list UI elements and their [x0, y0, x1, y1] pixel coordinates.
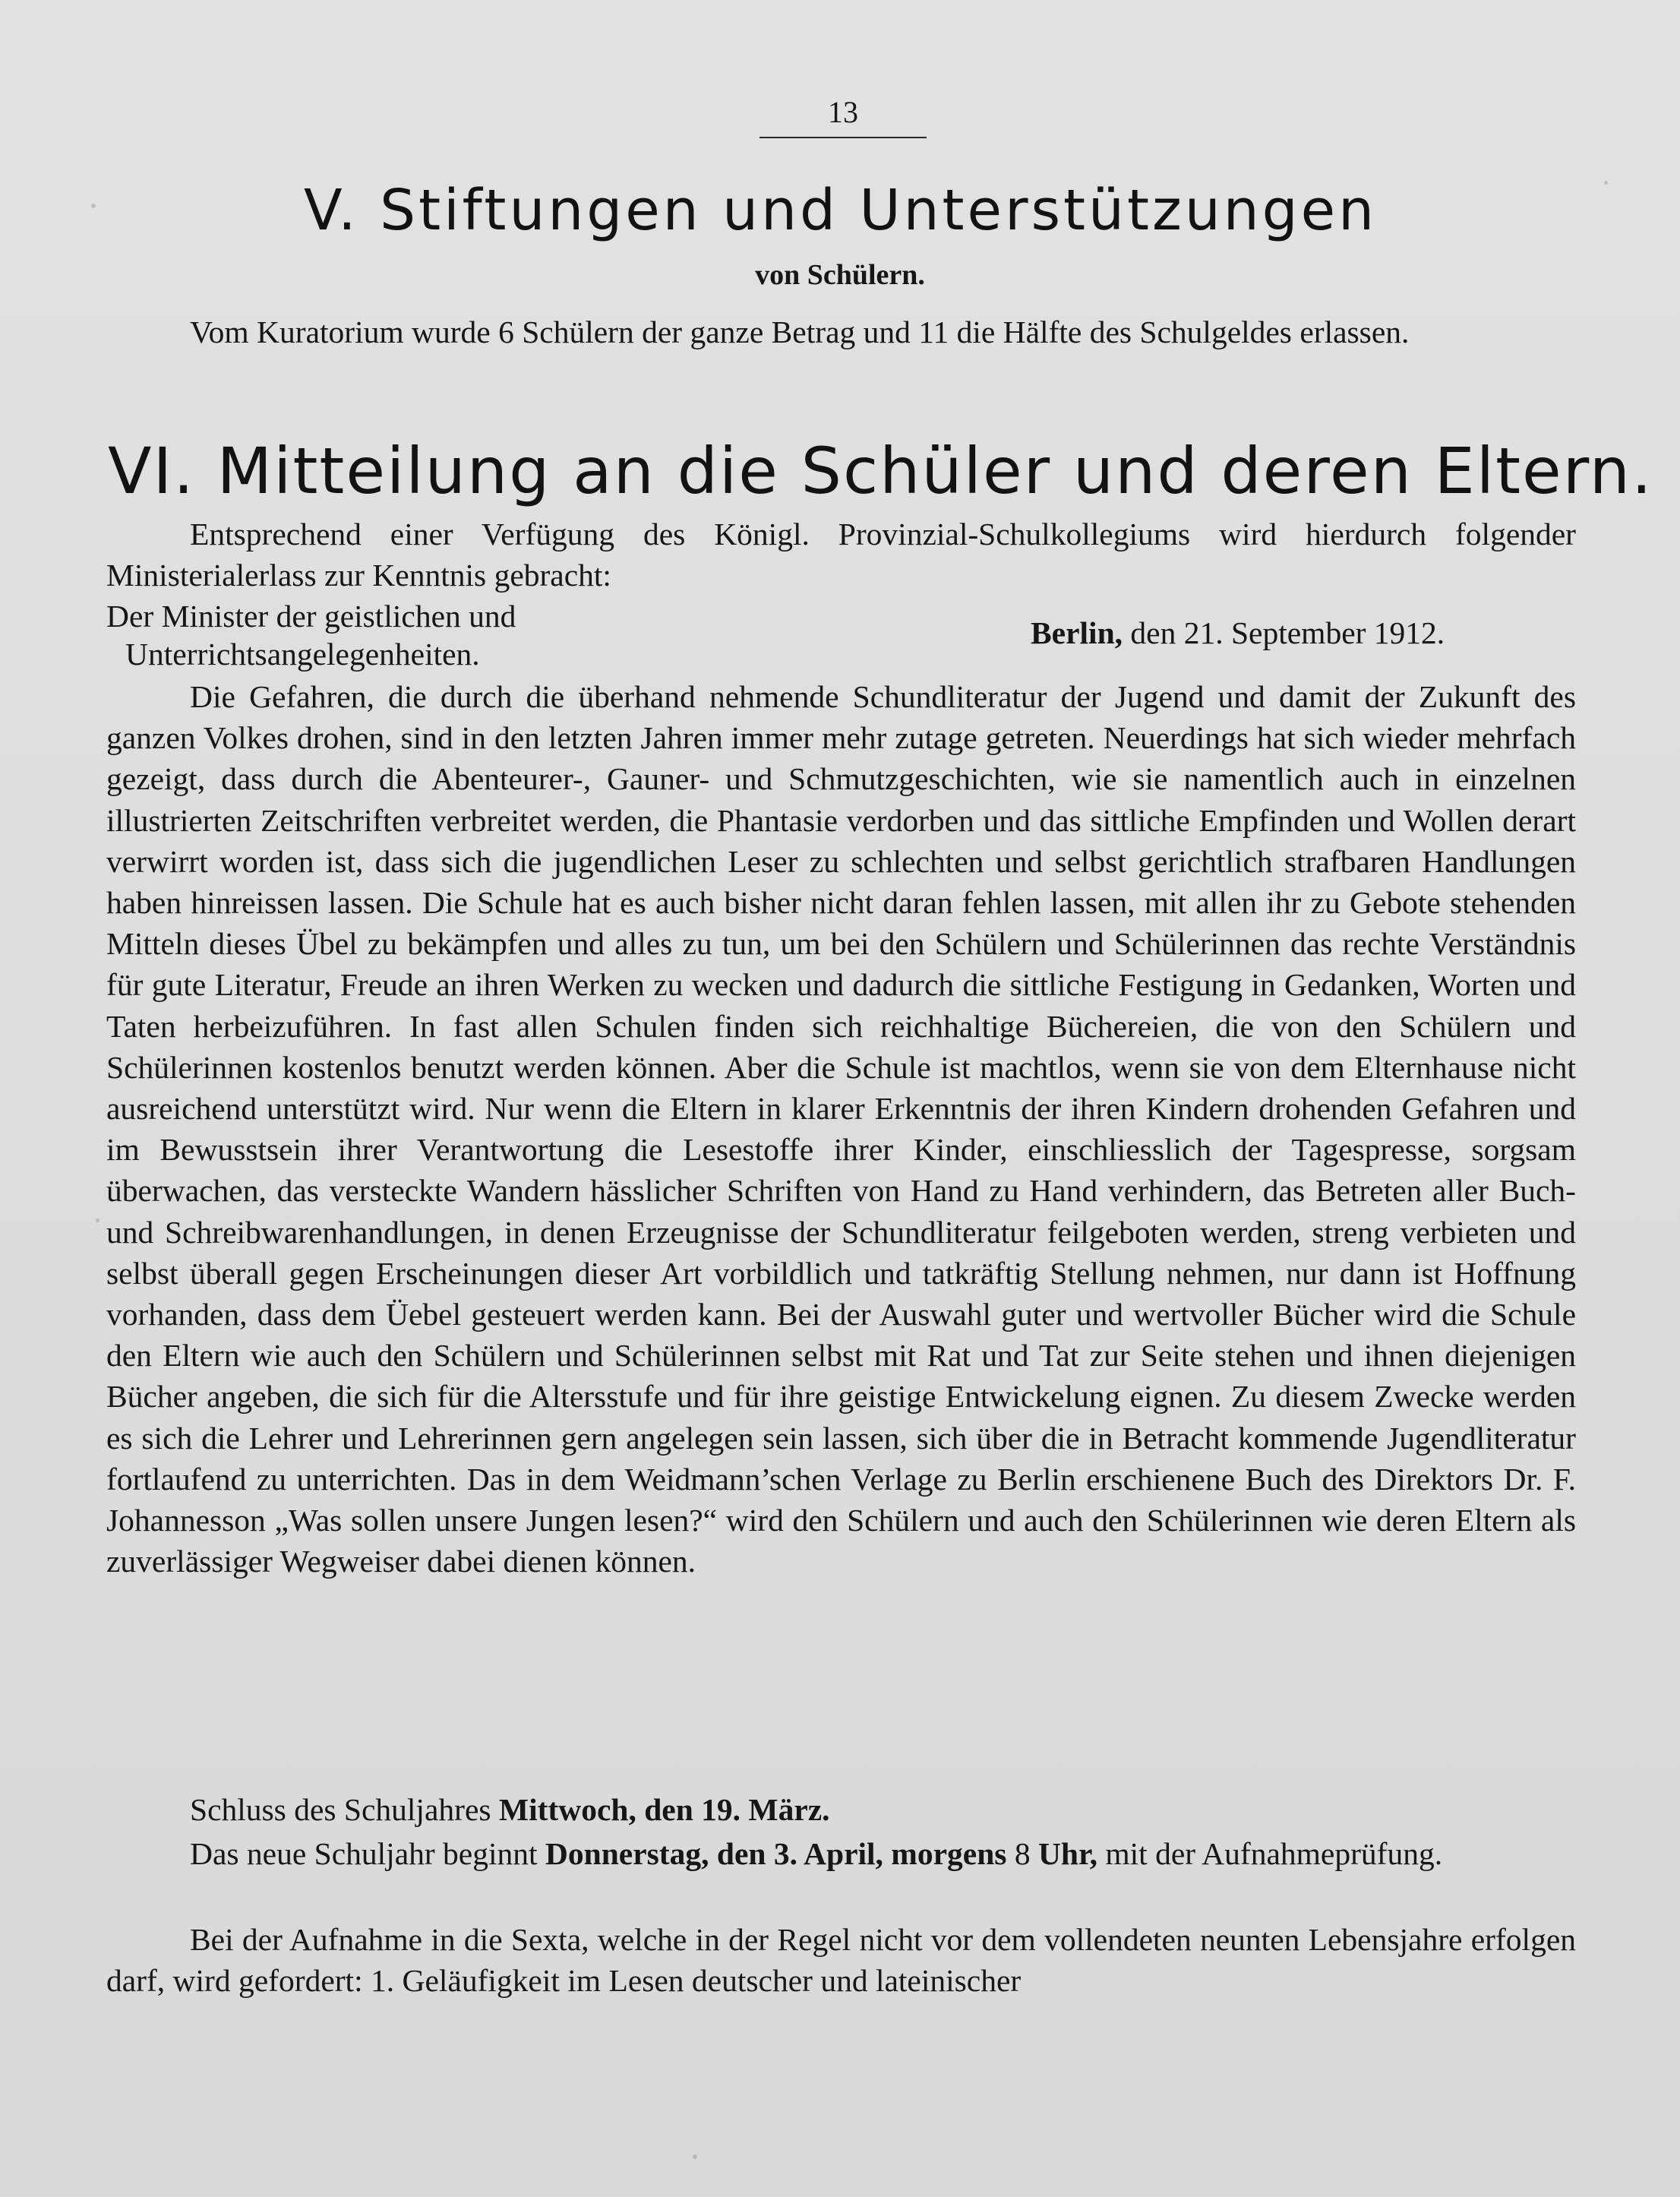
letter-date-rest: den 21. September 1912. [1130, 615, 1445, 650]
scan-speck [693, 2154, 697, 2159]
section-v-subtitle: von Schülern. [755, 259, 925, 291]
letter-sender [106, 597, 516, 673]
new-school-year-uhr: Uhr, [1037, 1836, 1097, 1871]
new-school-year [106, 1833, 1576, 1874]
new-school-year-date: Donnerstag, den 3. April, morgens [545, 1836, 1007, 1871]
page-number: 13 [828, 95, 858, 129]
school-year-end [106, 1789, 1576, 1830]
page-number-rule [759, 137, 927, 138]
school-year-end-text: Schluss des Schuljahres [190, 1792, 491, 1827]
letter-sender-line-1: Der Minister der geistlichen und [106, 599, 516, 634]
scan-speck [1604, 181, 1608, 185]
section-v-paragraph: Vom Kuratorium wurde 6 Schülern der ganze Betrag und 11 die Hälfte des Schulgeldes erlassen. [190, 315, 1410, 349]
letter-sender-line-2: Unterrichtsangelegenheiten. [125, 637, 480, 672]
scan-speck [96, 1219, 99, 1222]
letter-date-place: Berlin, [1031, 615, 1123, 650]
school-year-end-date: Mittwoch, den 19. März. [498, 1792, 830, 1827]
new-school-year-text-3: mit der Aufnahmeprüfung. [1105, 1836, 1443, 1871]
scan-speck [91, 204, 96, 208]
decree-body: Die Gefahren, die durch die überhand nehmende Schundliteratur der Jugend und damit der Zukunft des ganzen Volkes drohen, sind in den letzten Jahren immer mehr zutage getreten. Neuerdings hat sich wieder mehrfach gezeigt, dass durch die Abenteurer-, Gauner- und Schmutzgeschichten, wie sie namentlich auch in einzelnen illustrierten Zeitschriften verbreitet werden, die Phantasie verdorben und das sittliche Empfinden und Wollen derart verwirrt worden ist, dass sich die jugendlichen Leser zu schlechten und selbst gerichtlich strafbaren Handlungen haben hinreissen lassen. Die Schule hat es auch bisher nicht daran fehlen lassen, mit allen ihr zu Gebote stehenden Mitteln dieses Übel zu bekämpfen und alles zu tun, um bei den Schülern und Schülerinnen das rechte Verständnis für gute Literatur, Freude an ihren Werken zu wecken und dadurch die sittliche Festigung in Gedanken, Worten und Taten herbeizuführen. In fast allen Schulen finden sich reichhaltige Büchereien, die von den Schülern und Schülerinnen kostenlos benutzt werden können. Aber die Schule ist machtlos, wenn sie von dem Elternhause nicht ausreichend unterstützt wird. Nur wenn die Eltern in klarer Erkenntnis der ihren Kindern drohenden Gefahren und im Bewusstsein ihrer Verantwortung die Lesestoffe ihrer Kinder, einschliesslich der Tagespresse, sorgsam überwachen, das versteckte Wandern hässlicher Schriften von Hand zu Hand verhindern, das Betreten aller Buch- und Schreibwarenhandlungen, in denen Erzeugnisse der Schundliteratur feilgeboten werden, streng verbieten und selbst überall gegen Erscheinungen dieser Art vorbildlich und tatkräftig Stellung nehmen, nur dann ist Hoffnung vorhanden, dass dem Üebel gesteuert werden kann. Bei der Auswahl guter und wertvoller Bücher wird die Schule den Eltern wie auch den Schülern und Schülerinnen selbst mit Rat und Tat zur Seite stehen und ihnen diejenigen Bücher angeben, die sich für die Altersstufe und für ihre geistige Entwickelung eignen. Zu diesem Zwecke werden es sich die Lehrer und Lehrerinnen gern angelegen sein lassen, sich über die in Betracht kommende Jugendliteratur fortlaufend zu unterrichten. Das in dem Weidmann’schen Verlage zu Berlin erschienene Buch des Direktors Dr. F. Johannesson „Was sollen unsere Jungen lesen?“ wird den Schülern und auch den Schülerinnen wie deren Eltern als zuverlässiger Wegweiser dabei dienen können. [106, 679, 1576, 1579]
letter-date [1031, 614, 1445, 652]
section-vi-title: VI. Mitteilung an die Schüler und deren Eltern. [108, 434, 1653, 508]
admission-paragraph: Bei der Aufnahme in die Sexta, welche in der Regel nicht vor dem vollendeten neunten Lebensjahre erfolgen darf, wird gefordert: 1. Geläufigkeit im Lesen deutscher und lateinischer [106, 1922, 1576, 1999]
new-school-year-hour: 8 [1014, 1836, 1031, 1871]
section-vi-intro: Entsprechend einer Verfügung des Königl. Provinzial-Schulkollegiums wird hierdurch folgender Ministerialerlass zur Kenntnis gebracht: [106, 517, 1576, 593]
new-school-year-text-1: Das neue Schuljahr beginnt [190, 1836, 538, 1871]
section-v-title: V. Stiftungen und Unterstützungen [304, 178, 1378, 243]
